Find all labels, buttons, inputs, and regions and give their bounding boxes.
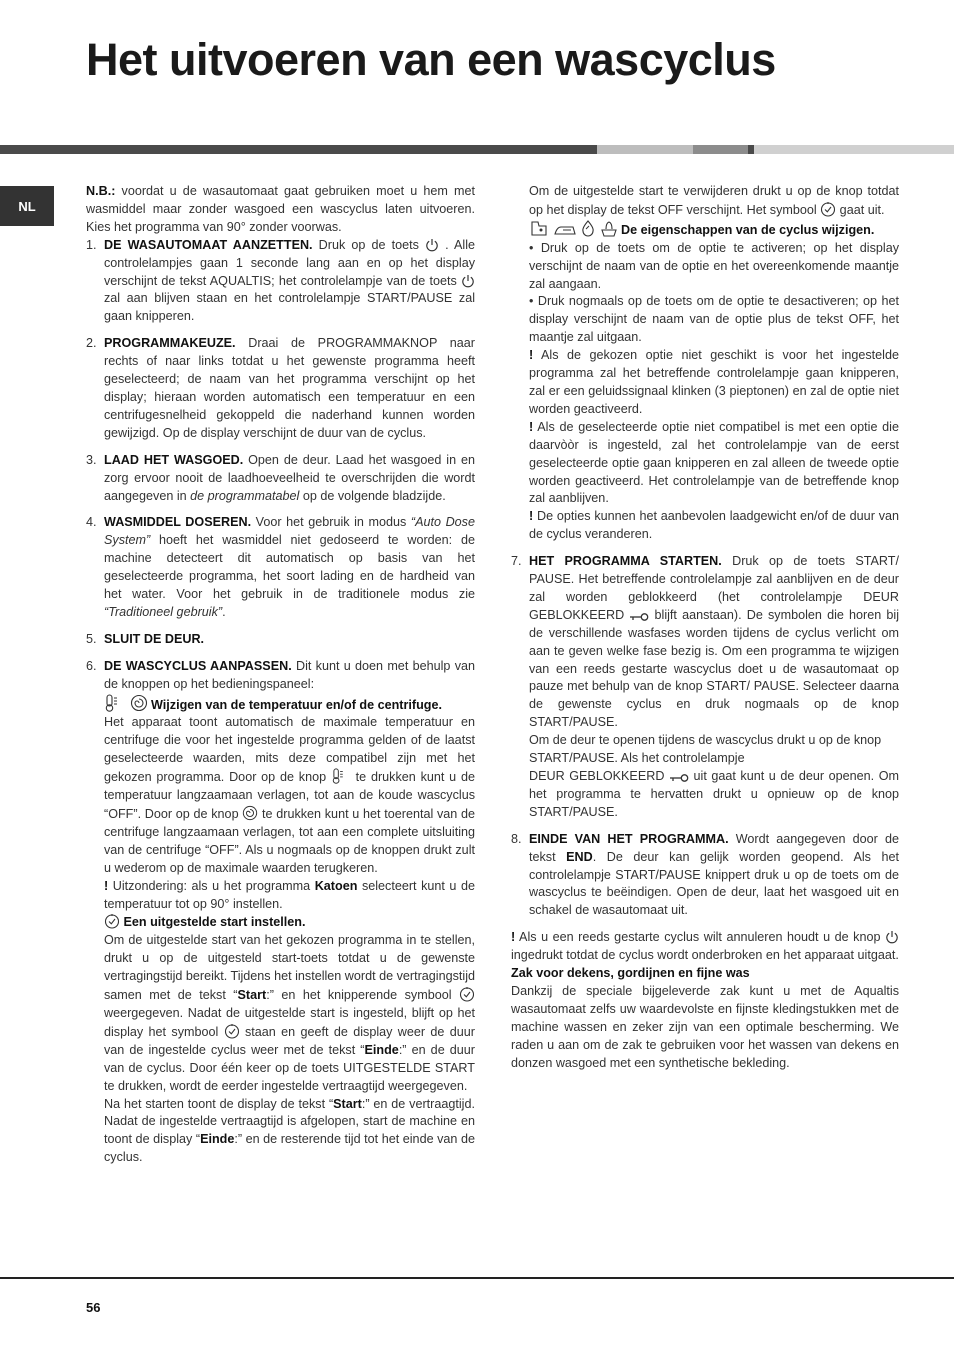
step-8-text-a: Wordt aangegeven door de tekst xyxy=(529,831,899,864)
delay-cancel xyxy=(511,183,899,220)
power-icon xyxy=(425,238,439,252)
delay-timer-icon xyxy=(820,201,836,217)
footer-divider xyxy=(0,1277,954,1279)
warning-mark: ! xyxy=(529,348,534,363)
step-5-number: 5. xyxy=(86,631,97,646)
step-7-text-b: blijft aanstaan). De symbolen die horen bij de verschillende wasfases worden tijdens de cyclus verlicht om aan te geven welke fase bezig is. Om een programma te wijzigen van een reeds gestarte wascyclus doet u de wasautomaat op pauze met behulp van de knop START/ PAUSE. Selecteer daarna de gewenste cyclus en druk nogmaals op de knop START/PAUSE. xyxy=(529,607,900,730)
step-1-heading: DE WASAUTOMAAT AANZETTEN. xyxy=(104,237,313,252)
step-8-text-b: . De deur kan gelijk worden geopend. Als het controlelampje START/PAUSE knippert druk u op de toets om de wascyclus te beëindigen. Open de deur, laat het wasgoed uit en schakel de wasautomaat uit. xyxy=(529,849,899,918)
spin-icon xyxy=(130,694,148,712)
temp-text-c: te drukken kunt u het toerental van de centrifuge langzaamaan verlagen, tot aan een complete uitsluiting van de centrifuge “OFF”. Als u nogmaals op de knoppen drukt zult u wederom op de maximale waarden terugkeren. xyxy=(104,807,476,875)
nb-text: voordat u de wasautomaat gaat gebruiken moet u hem met wasmiddel maar zonder wasgoed een wascyclus laten uitvoeren. Kies het programma van 90° zonder voorwas. xyxy=(86,184,475,234)
right-column xyxy=(511,183,899,1073)
step-3-heading: LAAD HET WASGOED. xyxy=(104,452,244,467)
bag-heading: Zak voor dekens, gordijnen en fijne was xyxy=(511,966,750,981)
door-locked-icon xyxy=(629,612,649,622)
step-8-heading: EINDE VAN HET PROGRAMMA. xyxy=(529,831,729,846)
step-7-text-e: uit gaat kunt u de deur openen. Om het programma te hervatten drukt u opnieuw op de knop START/PAUSE. xyxy=(529,769,899,819)
step-4-number: 4. xyxy=(86,515,97,530)
step-5 xyxy=(86,631,475,649)
delay-timer-icon xyxy=(459,986,475,1002)
step-4-mode-name: “Auto Dose System” xyxy=(104,515,475,548)
step-4-heading: WASMIDDEL DOSEREN. xyxy=(104,515,252,530)
step-2-number: 2. xyxy=(86,336,97,351)
options-activate-text: • Druk op de toets om de optie te activeren; op het display verschijnt de naam van de optie en het overeenkomende maantje zal aangaan. xyxy=(529,240,899,291)
delay-text-e: :” en de duur van de cyclus. Door één keer op de toets UITGESTELDE START te drukken, wordt de eerder ingestelde vertraagtijd weergegeven. xyxy=(104,1042,475,1093)
header-band-light-end xyxy=(754,145,954,154)
cancel-cycle-note xyxy=(511,929,899,965)
nb-note xyxy=(86,183,475,237)
delay-text-h: :” en de resterende tijd tot het einde van de cyclus. xyxy=(104,1132,475,1165)
step-3-table-ref: de programmatabel xyxy=(190,488,300,503)
page-title: Het uitvoeren van een wascyclus xyxy=(86,34,776,85)
step-8-number: 8. xyxy=(511,831,522,846)
display-start: Start xyxy=(333,1096,362,1111)
warning-mark: ! xyxy=(511,930,516,945)
step-7-text-c: Om de deur te openen tijdens de wascyclus drukt u op de knop START/PAUSE. Als het controlelampje xyxy=(529,733,882,766)
step-1-text-a: Druk op de toets xyxy=(312,237,425,252)
delay-text-f: Na het starten toont de display de tekst “ xyxy=(104,1096,334,1111)
header-band-mid xyxy=(693,145,748,154)
options-warning-3: De opties kunnen het aanbevolen laadgewicht en/of de duur van de cyclus veranderen. xyxy=(529,509,899,542)
delay-timer-icon xyxy=(224,1023,240,1039)
delay-text-d: staan en geeft de display weer de duur van de ingestelde cyclus weer met de tekst “ xyxy=(104,1024,475,1057)
hand-wash-icon xyxy=(600,220,618,237)
step-4 xyxy=(86,514,475,621)
step-5-heading: SLUIT DE DEUR. xyxy=(104,631,205,646)
step-4-text-c: . xyxy=(222,604,226,619)
delay-text-b: :” en het knipperende symbool xyxy=(266,988,459,1003)
step-8 xyxy=(511,831,899,921)
step-6-heading: DE WASCYCLUS AANPASSEN. xyxy=(104,658,292,673)
step-7 xyxy=(511,553,899,822)
step-1-text-c: zal aan blijven staan en het controlelampje START/PAUSE zal gaan knipperen. xyxy=(104,291,475,324)
delay-timer-icon xyxy=(104,913,120,929)
temp-text-a: Het apparaat toont automatisch de maximale temperatuur en centrifuge die voor het ingestelde programma gelden of de laatst geselecteerde waarden, mits deze compatibel zijn met het gekozen programma. Door op de knop xyxy=(104,715,475,785)
step-1-number: 1. xyxy=(86,237,97,252)
delay-text-g: :” en de vertraagtijd. Nadat de ingestelde vertraagtijd is afgelopen, start de machine en toont de display “ xyxy=(104,1096,475,1147)
options-deactivate-text: • Druk nogmaals op de toets om de optie te desactiveren; op het display verschijnt de naam van de optie plus de tekst OFF, het maantje zal uitgaan. xyxy=(529,294,899,345)
temp-spin-heading: Wijzigen van de temperatuur en/of de centrifuge. xyxy=(147,697,442,712)
program-katoen: Katoen xyxy=(314,878,358,893)
display-start: Start xyxy=(237,988,267,1003)
delay-heading: Een uitgestelde start instellen. xyxy=(120,915,306,930)
power-icon xyxy=(461,274,475,288)
options-heading: De eigenschappen van de cyclus wijzigen. xyxy=(617,222,875,237)
delay-cancel-text-b: gaat uit. xyxy=(836,202,885,217)
step-7-number: 7. xyxy=(511,554,522,569)
door-locked-icon xyxy=(669,773,689,783)
cancel-cycle-text-b: ingedrukt totdat de cyclus wordt onderbroken en het apparaat uitgaat. xyxy=(511,948,899,963)
step-4-text-a: Voor het gebruik in modus xyxy=(251,515,411,530)
stain-option-icon xyxy=(529,220,549,237)
temperature-icon xyxy=(331,768,351,784)
temp-text-d: Uitzondering: als u het programma xyxy=(108,878,315,893)
page-number: 56 xyxy=(86,1300,101,1315)
step-2 xyxy=(86,335,475,442)
step-3-text-a: Open de deur. Laad het wasgoed in en zorg ervoor nooit de laadhoeveelheid te overschrijden die wordt aangegeven in xyxy=(104,452,475,503)
temp-text-b: te drukken kunt u de temperatuur langzaamaan verlagen, tot aan de koude wascyclus “OFF”. Door op de knop xyxy=(104,770,475,821)
easy-iron-icon xyxy=(553,223,577,237)
header-band-dark xyxy=(0,145,597,154)
options-section xyxy=(511,220,899,544)
step-2-text: Draai de PROGRAMMAKNOP naar rechts of naar links totdat u het gewenste programma heeft geselecteerd; de naam van het programma verschijnt op het display; hieraan worden automatisch een temperatuur en een centrifugesnelheid gekoppeld die naderhand kunnen worden gewijzigd. Op de display verschijnt de duur van de cyclus. xyxy=(104,336,475,440)
power-icon xyxy=(885,930,899,944)
header-band-light xyxy=(597,145,693,154)
step-7-heading: HET PROGRAMMA STARTEN. xyxy=(529,554,722,569)
step-4-traditional-ref: “Traditioneel gebruik” xyxy=(104,604,223,619)
language-tab: NL xyxy=(0,186,54,226)
step-1-text-b: . Alle controlelampjes gaan 1 seconde lang aan en op het display verschijnt de tekst AQUALTIS; het controlelampje van de toets xyxy=(104,237,475,288)
options-warning-1: Als de gekozen optie niet geschikt is voor het ingestelde programma zal het betreffende controlelampje gaan knipperen, zal er een geluidssignaal klinken (3 pieptonen) en zal de optie niet worden geactiveerd. xyxy=(529,348,899,416)
delay-cancel-text-a: Om de uitgestelde start te verwijderen drukt u op de knop totdat op het display de tekst OFF verschijnt. Het symbool xyxy=(529,184,899,217)
display-end: END xyxy=(566,849,593,864)
temp-text-e: selecteert kunt u de temperatuur tot op 90° instellen. xyxy=(104,878,475,911)
extra-rinse-icon xyxy=(580,220,596,237)
step-1 xyxy=(86,237,475,327)
step-7-text-a: Druk op de toets START/ PAUSE. Het betreffende controlelampje zal aanblijven en de deur zal worden geblokkeerd (het controlelampje DEUR GEBLOKKEERD xyxy=(529,554,899,622)
step-6-text: Dit kunt u doen met behulp van de knoppen op het bedieningspaneel: xyxy=(104,658,475,691)
step-3 xyxy=(86,452,475,506)
step-2-heading: PROGRAMMAKEUZE. xyxy=(104,336,236,351)
spin-icon xyxy=(242,805,258,821)
step-3-number: 3. xyxy=(86,452,97,467)
delay-text-a: Om de uitgestelde start van het gekozen programma in te stellen, drukt u op de uitgesteld start-toets totdat u de gewenste vertragingstijd bereikt. Tijdens het instellen wordt de vertragingstijd samen met de tekst “ xyxy=(104,933,476,1003)
cancel-cycle-text-a: Als u een reeds gestarte cyclus wilt annuleren houdt u de knop xyxy=(515,930,885,945)
warning-mark: ! xyxy=(529,419,534,434)
step-4-text-b: hoeft het wasmiddel niet gedoseerd te worden: de machine detecteert dit automatisch op basis van het geselecteerde programma, het soort lading en de hardheid van het water. Voor het gebruik in de traditionele modus zie xyxy=(104,533,475,602)
display-einde: Einde xyxy=(364,1042,399,1057)
display-einde: Einde xyxy=(200,1132,235,1147)
step-7-text-d: DEUR GEBLOKKEERD xyxy=(529,769,669,783)
warning-mark: ! xyxy=(104,878,109,893)
step-6 xyxy=(86,658,475,1167)
delay-text-c: weergegeven. Nadat de uitgestelde start is ingesteld, blijft op het display het symbool xyxy=(104,1005,475,1039)
left-column xyxy=(86,183,475,1176)
options-warning-2: Als de geselecteerde optie niet compatibel is met een optie die daarvòòr is ingesteld, zal het controlelampje van de eerst geselecteerde optie gaan knipperen en zal alleen de tweede optie worden geactiveerd. Het controlelampje van de betreffende knop zal aanblijven. xyxy=(529,419,899,506)
temperature-icon xyxy=(104,694,126,712)
bag-text: Dankzij de speciale bijgeleverde zak kunt u met de Aqualtis wasautomaat zelfs uw waardevolste en fijnste kledingstukken met de machine wassen en zeker zijn van een optimale bescherming. We raden u aan om de zak te gebruiken voor het wassen van dekens en donzen wasgoed met een synthetische bekleding. xyxy=(511,983,899,1070)
step-3-text-b: op de volgende bladzijde. xyxy=(299,488,446,503)
nb-label: N.B.: xyxy=(86,184,116,198)
warning-mark: ! xyxy=(529,509,534,524)
step-6-number: 6. xyxy=(86,658,97,673)
